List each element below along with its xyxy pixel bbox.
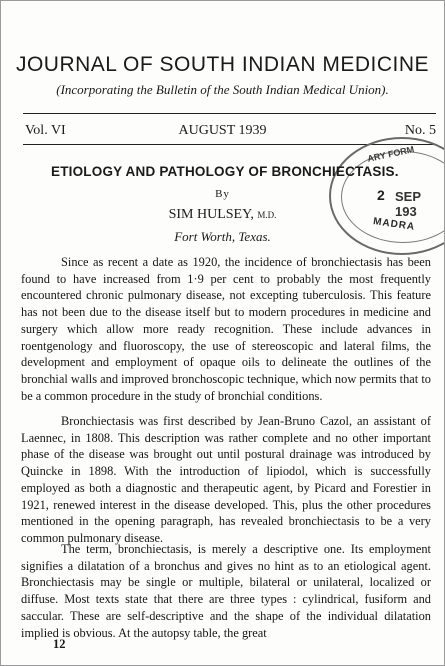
byline-label: By [215,188,230,200]
author [1,207,444,223]
journal-subtitle: (Incorporating the Bulletin of the South Indian Medical Union). [56,82,389,97]
paragraph-text: Since as recent a date as 1920, the incidence of bronchiectasis has been found to have increased from 1·9 per cent to probably the most frequently encountered chronic pulmonary disease, not excepting tuberculosis. This feature has not been due to the disease itself but to modern procedures in medicine and surgery which allow more ready recognition. These include advances in roentgenology and fluoroscopy, the use of stereoscopic and lateral films, the development and employment of opaque oils to delineate the outlines of the bronchial walls and improved bronchoscopic technique, which now permits that to be a common procedure in the study of bronchial conditions. [21,255,431,403]
stamp-day: 2 [377,187,385,203]
author-location: Fort Worth, Texas. [174,229,271,244]
author-name: SIM HULSEY, [168,207,254,222]
paragraph-text: The term, bronchiectasis, is merely a descriptive one. Its employment signifies a dilatation of a bronchus and gives no hint as to an etiological agent. Bronchiectasis may be single or multiple, bilateral or unilateral, localized or diffuse. Most texts state that there are three types : cylindrical, fusiform and saccular. These are self-descriptive and the shape of the individual dilatation implied is obvious. At the autopsy table, the great [21,542,431,640]
stamp-top-text: ARY FORM [366,144,416,164]
body-paragraph [21,254,431,404]
page-number: 12 [53,637,66,651]
paragraph-text: Bronchiectasis was first described by Jean-Bruno Cazol, an assistant of Laennec, in 1808. This description was rather complete and no other important phase of the disease was brought out until postural drainage was introduced by Quincke in 1898. With the introduction of lipiodol, which is successfully employed as both a diagnostic and therapeutic agent, by Picard and Forestier in 1921, renewed interest in the disease developed. This, plus the other procedures mentioned in the opening paragraph, has revealed bronchiectasis to be a very common pulmonary disease. [21,414,431,545]
body-paragraph [21,413,431,547]
stamp-month-year: SEP 193 [395,189,421,219]
stamp-city: MADRA [372,216,416,233]
author-degree: M.D. [257,210,277,220]
issue-number: No. 5 [404,123,436,138]
article-title: ETIOLOGY AND PATHOLOGY OF BRONCHIECTASIS. [51,164,399,179]
body-paragraph [21,541,431,641]
issue-date: AUGUST 1939 [178,123,267,138]
volume-label: Vol. VI [25,123,66,138]
header-rule-top [23,113,436,114]
journal-title: JOURNAL OF SOUTH INDIAN MEDICINE [15,53,430,76]
